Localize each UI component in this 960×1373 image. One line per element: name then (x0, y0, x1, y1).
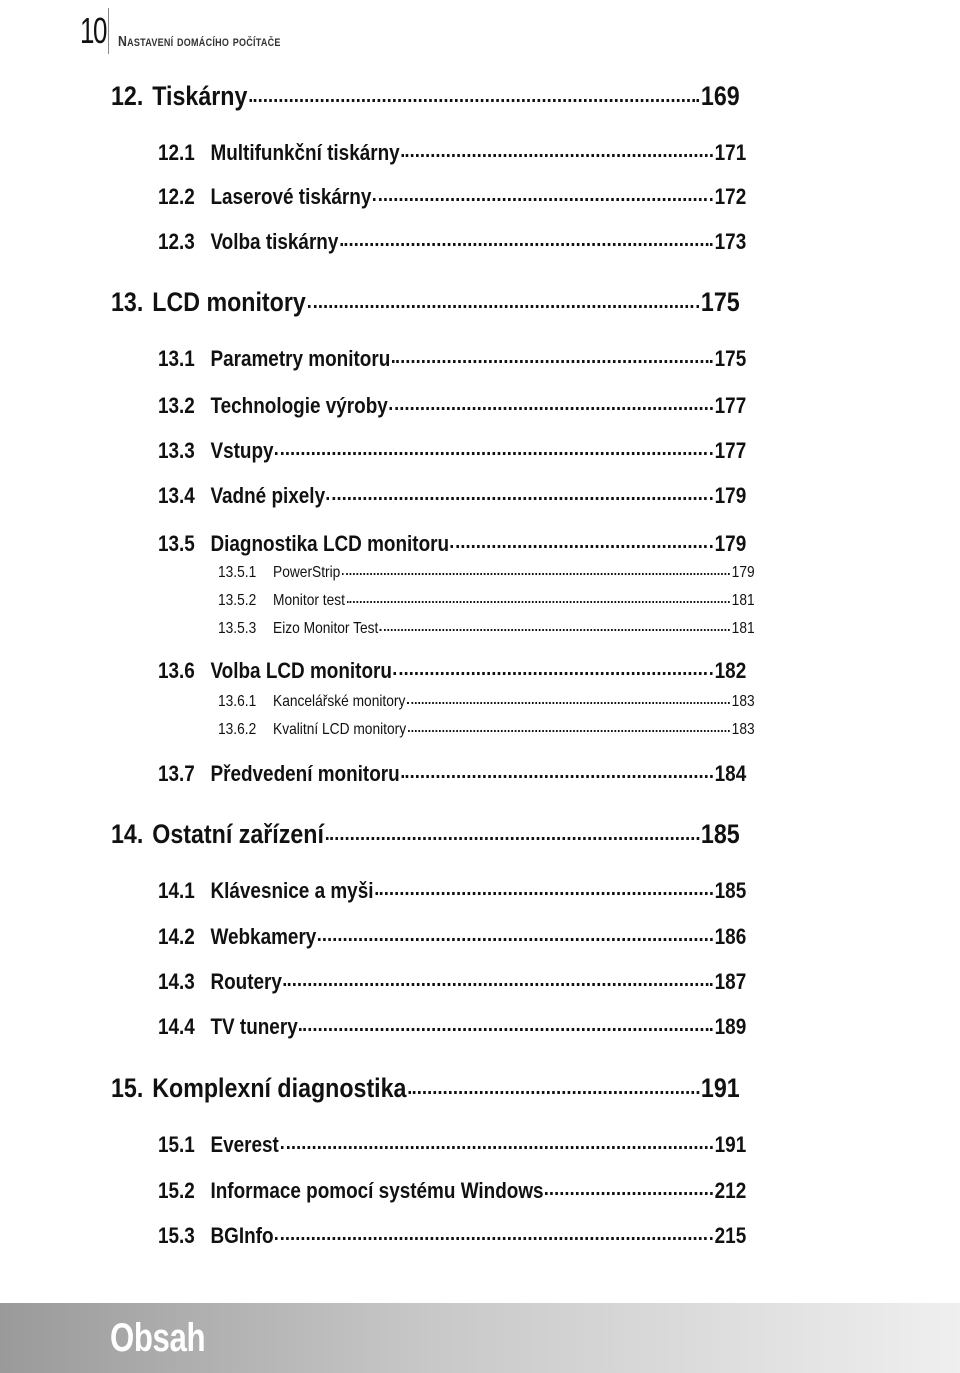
running-chapter-title: Nastavení domácího počítače (118, 33, 281, 50)
toc-entry-title: Eizo Monitor Test (273, 620, 379, 638)
dot-leader (326, 837, 700, 840)
toc-entry[interactable] (158, 140, 746, 166)
toc-entry-title: PowerStrip (273, 564, 341, 582)
dot-leader (275, 1237, 713, 1240)
toc-entry[interactable] (218, 620, 755, 638)
toc-entry-title: Vstupy (210, 437, 274, 463)
toc-entry-number: 14.1 (158, 877, 195, 903)
toc-entry-title: Ostatní zařízení (152, 819, 324, 850)
toc-entry-page: 185 (700, 819, 740, 850)
toc-entry-page: 175 (714, 345, 747, 371)
toc-entry[interactable] (111, 819, 740, 850)
toc-entry-number: 12.1 (158, 139, 195, 165)
toc-entry-number: 12. (111, 81, 144, 112)
toc-entry[interactable] (158, 184, 746, 210)
toc-entry[interactable] (158, 1132, 746, 1158)
dot-leader (390, 407, 713, 410)
toc-entry-number: 15.1 (158, 1131, 195, 1157)
dot-leader (380, 629, 730, 631)
toc-entry[interactable] (158, 229, 746, 255)
toc-entry[interactable] (158, 393, 746, 419)
toc-entry-page: 189 (714, 1013, 747, 1039)
toc-entry-number: 15. (111, 1073, 144, 1104)
toc-entry-number: 13.5.1 (218, 564, 257, 582)
toc-entry[interactable] (111, 81, 740, 112)
section-label: Obsah (110, 1316, 206, 1360)
page-header (0, 0, 960, 56)
toc-entry[interactable] (158, 483, 746, 509)
toc-entry[interactable] (158, 438, 746, 464)
toc-entry-page: 179 (714, 530, 747, 556)
dot-leader (347, 601, 730, 603)
toc-entry-number: 13. (111, 287, 144, 318)
toc-entry-title: BGInfo (210, 1222, 274, 1248)
toc-entry-page: 171 (714, 139, 747, 165)
toc-entry-page: 177 (714, 392, 747, 418)
toc-entry[interactable] (111, 287, 740, 318)
toc-entry-title: Klávesnice a myši (210, 877, 374, 903)
dot-leader (392, 360, 713, 363)
toc-entry-number: 13.5.2 (218, 592, 257, 610)
page-number: 10 (80, 10, 106, 51)
toc-entry-page: 175 (700, 287, 740, 318)
toc-entry-number: 12.2 (158, 183, 195, 209)
toc-entry-page: 212 (714, 1177, 747, 1203)
dot-leader (373, 198, 713, 201)
dot-leader (401, 154, 713, 157)
dot-leader (275, 452, 713, 455)
toc-entry-title: Volba tiskárny (210, 228, 339, 254)
toc-entry[interactable] (158, 761, 746, 787)
toc-entry-page: 179 (731, 564, 755, 582)
toc-entry-title: Parametry monitoru (210, 345, 391, 371)
dot-leader (249, 99, 699, 102)
dot-leader (318, 938, 713, 941)
toc-entry-number: 14.4 (158, 1013, 195, 1039)
toc-entry-page: 179 (714, 482, 747, 508)
toc-entry-title: Technologie výroby (210, 392, 388, 418)
dot-leader (408, 730, 730, 732)
toc-entry[interactable] (158, 1014, 746, 1040)
dot-leader (408, 1091, 699, 1094)
dot-leader (284, 983, 713, 986)
toc-entry-title: LCD monitory (152, 287, 306, 318)
toc-entry-page: 187 (714, 968, 747, 994)
toc-entry-title: Multifunkční tiskárny (210, 139, 400, 165)
toc-entry-number: 13.5 (158, 530, 195, 556)
toc-entry-title: Kvalitní LCD monitory (273, 721, 407, 739)
toc-entry-title: Webkamery (210, 923, 317, 949)
toc-entry-number: 15.2 (158, 1177, 195, 1203)
toc-entry-title: Tiskárny (152, 81, 248, 112)
toc-entry-page: 185 (714, 877, 747, 903)
toc-entry-number: 13.5.3 (218, 620, 257, 638)
toc-entry-page: 215 (714, 1222, 747, 1248)
dot-leader (407, 702, 730, 704)
toc-entry-number: 13.1 (158, 345, 195, 371)
toc-entry-page: 181 (731, 592, 755, 610)
toc-entry-page: 173 (714, 228, 747, 254)
dot-leader (394, 672, 713, 675)
toc-entry-title: Routery (210, 968, 282, 994)
toc-entry-number: 12.3 (158, 228, 195, 254)
toc-entry-page: 172 (714, 183, 747, 209)
toc-entry[interactable] (218, 564, 755, 582)
toc-entry-number: 13.6.2 (218, 721, 257, 739)
dot-leader (340, 243, 713, 246)
toc-entry-title: Informace pomocí systému Windows (210, 1177, 544, 1203)
toc-entry[interactable] (218, 693, 755, 711)
toc-entry-page: 177 (714, 437, 747, 463)
toc-entry[interactable] (158, 1178, 746, 1204)
toc-entry-page: 191 (714, 1131, 747, 1157)
dot-leader (375, 892, 713, 895)
toc-entry-number: 14.2 (158, 923, 195, 949)
toc-entry-title: Volba LCD monitoru (210, 657, 392, 683)
toc-entry-page: 191 (700, 1073, 740, 1104)
dot-leader (401, 775, 713, 778)
toc-entry-title: Komplexní diagnostika (152, 1073, 407, 1104)
toc-entry-title: Everest (210, 1131, 279, 1157)
toc-entry-title: Vadné pixely (210, 482, 326, 508)
dot-leader (327, 497, 713, 500)
toc-entry-page: 183 (731, 721, 755, 739)
toc-entry-number: 13.6.1 (218, 693, 257, 711)
toc-entry[interactable] (218, 721, 755, 739)
toc-entry-title: Monitor test (273, 592, 345, 610)
toc-entry-title: Diagnostika LCD monitoru (210, 530, 450, 556)
toc-entry[interactable] (158, 658, 746, 684)
toc-entry-number: 13.7 (158, 760, 195, 786)
toc-entry-page: 182 (714, 657, 747, 683)
dot-leader (308, 305, 700, 308)
toc-entry[interactable] (111, 1073, 740, 1104)
toc-entry-number: 14. (111, 819, 144, 850)
toc-entry-title: Předvedení monitoru (210, 760, 400, 786)
toc-entry-title: Kancelářské monitory (273, 693, 406, 711)
toc-entry[interactable] (158, 969, 746, 995)
toc-entry[interactable] (158, 878, 746, 904)
toc-entry-title: TV tunery (210, 1013, 298, 1039)
toc-entry[interactable] (158, 1223, 746, 1249)
dot-leader (281, 1146, 713, 1149)
dot-leader (299, 1028, 712, 1031)
toc-entry[interactable] (158, 924, 746, 950)
dot-leader (342, 573, 730, 575)
dot-leader (451, 545, 713, 548)
toc-entry-page: 183 (731, 693, 755, 711)
toc-entry-page: 169 (700, 81, 740, 112)
dot-leader (545, 1192, 713, 1195)
toc-entry-title: Laserové tiskárny (210, 183, 372, 209)
toc-entry-page: 184 (714, 760, 747, 786)
header-divider (108, 8, 109, 54)
toc-entry[interactable] (158, 531, 746, 557)
toc-entry-number: 13.2 (158, 392, 195, 418)
toc-entry[interactable] (158, 346, 746, 372)
toc-entry[interactable] (218, 592, 755, 610)
toc-entry-page: 186 (714, 923, 747, 949)
toc-entry-number: 13.4 (158, 482, 195, 508)
toc-entry-number: 13.6 (158, 657, 195, 683)
toc-entry-number: 15.3 (158, 1222, 195, 1248)
toc-entry-number: 13.3 (158, 437, 195, 463)
toc-entry-number: 14.3 (158, 968, 195, 994)
toc-entry-page: 181 (731, 620, 755, 638)
